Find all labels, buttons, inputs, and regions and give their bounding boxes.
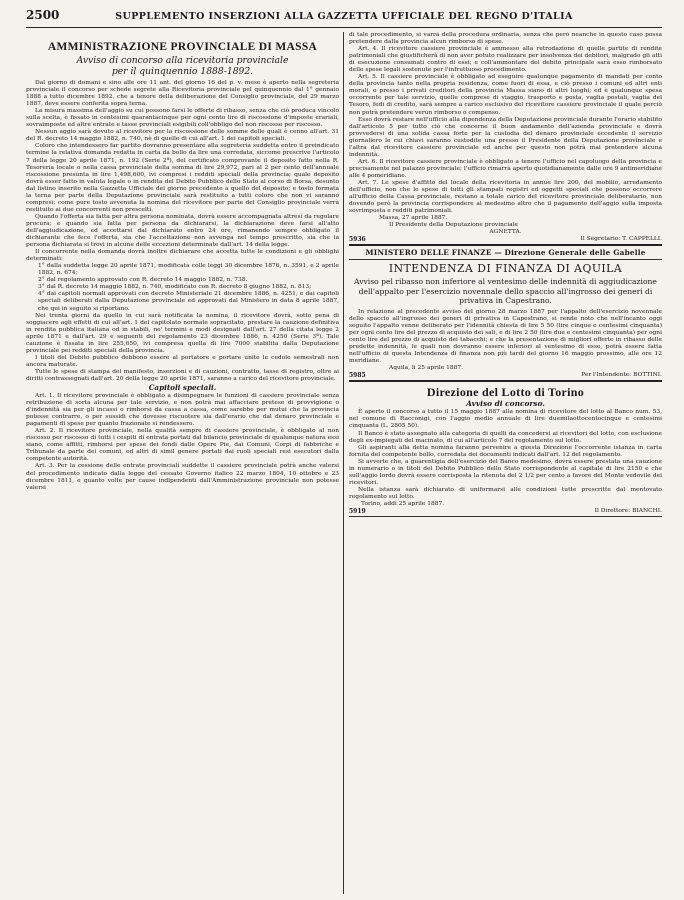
article: Art. 1. Il ricevitore provinciale è obbligato a disimpegnare le funzioni di cassiere provinciale senza retribuzione di sorta alcuna per tale servizio, e non potrà mai affacciare pretese di provvigione o d'indennità sia per gli incassi o rimborsi da cassa a cassa, come sarebbe per mutui che la provincia potesse contrarre, o per sussidi che dovesse riscuotere sia dall'erario che dal denaro provinciale e pagamenti di spese per quanto frazionate si rendessero. [26,393,339,428]
divider [349,244,662,246]
page-number: 2500 [26,8,60,22]
paragraph: Il concorrente nella domanda dovrà inoltre dichiarare che accetta tutte le condizioni e gli obblighi determinati: [26,249,339,263]
paragraph: Nessun aggio sarà dovuto al ricevitore per la riscossione delle somme delle quali è cenno all'art. 31 del R. decreto 14 maggio 1882, n. 740, nè di quelle di cui all'art. 1 dei capitoli speciali. [26,129,339,143]
article: Esso dovrà restare nell'ufficio alla dipendenza della Deputazione provinciale durante l'orario stabilito dall'articolo 5 per tutto ciò che concerne il buon andamento dell'azienda provinciale e dovrà provvedersi di una solida cassa forte per la custodia del denaro provinciale eccedente il servizio giornaliero le cui chiavi saranno custodite una presso il Presidente della Deputazione provinciale e l'altra dal ricevitore cassiere provinciale ed anche per questo non potrà mai pretendere alcuna indennità. [349,116,662,158]
condition-item: 1° dalla suddetta legge 20 aprile 1871, modificata colle leggi 30 dicembre 1876, n. 3591, e 2 aprile 1882, n. 674; [38,263,339,277]
paragraph: Il Banco è stato assegnato alla categoria di quelli da concedersi ai ricevitori del lotto, con esclusione degli ex-impiegati del macinato, di cui all'articolo 7 del regolamento sul lotto. [349,430,662,444]
article: Art. 2. Il ricevitore provinciale, nella qualità sempre di cassiere provinciale, è obbligato al non riscosso per riscosso di tutti i cespiti di entrata portati dal bilancio provinciale di qualunque natura essi siano, come affitti, rimborsi per spese dei fondi dalle Opere Pie, dai Comuni, Corpi di fabbriche e Tribunale da parte dei comuni, ed altri di simil genere portati dai ruoli speciali resi esecutori dalla competente autorità. [26,428,339,463]
paragraph: In relazione al precedente avviso del giorno 28 marzo 1887 per l'appalto dell'esercizio novennale dello spaccio all'ingrosso dei generi di privativa in Capestrano, si rende noto che nell'incanto oggi seguito l'appalto venne deliberato per l'idennità chiesta di lire 5 50 (lire cinque e centesimi cinquanta) per ogni cento lire del prezzo di acquisto dei sali, e di lire 2 50 (lire due e centesimi cinquanta) per ogni cento lire del prezzo di acquisto dei tabacchi; e che la presentazione di migliori offerte in ribasso delle predette indennità, le quali non dovranno essere inferiori al ventesimo di esse, potrà essere fatta nell'ufficio di questa Intendenza di finanza non più tardi del giorno 16 maggio prossimo, alle ore 12 meridiane. [349,308,662,365]
massa-presidente-name: AGNETTA. [489,229,522,236]
condition-item: 4° dai capitoli normali approvati con decreto Ministeriale 21 dicembre 1886, n. 4251, e dai capitoli speciali deliberati dalla Deputazione provinciale ed approvati dal Ministero in data 8 aprile 1887, che qui in seguito si riportano. [38,291,339,312]
continuation-text: di tale procedimento, si varrà della procedura ordinaria, senza che però neanche in questo caso possa pretendere dalla provincia alcun rimborso di spese. [349,32,662,46]
condition-item: 3° dal R. decreto 14 maggio 1882, n. 740, modificato con R. decreto 8 giugno 1882, n. 813; [38,284,312,291]
paragraph: Tutte le spese di stampa del manifesto, inserzioni e di cauzioni, contratto, tasse di registro, oltre ai diritti contrassegnati dall'art. 20 della legge 20 aprile 1871, saranno a carico del ricevitore provinciale. [26,368,339,382]
aquila-paragraphs [349,309,662,365]
ministero-header: MINISTERO DELLE FINANZE — Direzione Generale delle Gabelle [365,248,646,258]
lotto-signature-row [349,508,662,515]
left-articles [26,393,339,492]
divider [349,380,662,382]
paragraph: Coloro che intendessero far partito dovranno presentare alla segreteria suddetta entro il preindicato termine la relativa domanda redatta in carta da bollo da lire una corredata, siccome prescrive l'articolo 7 della legge 20 aprile 1871, n. 192 (Serie 2ª), del certificato comprovante il deposito fatto nella R. Tesoreria locale o nella cassa provinciale della somma di lire 29,972, pari al 2 per cento dell'annuale riscossione presunta in lire 1,498,600, ivi compresi i redditi speciali della provincia; quale deposito dovrà esser fatto in valuta legale o in rendita del Debito Pubblico dello Stato al corso di Borsa, desunto dal listino inserito nella Gazzetta Ufficiale del giorno precedente a quello del deposito; e tosto formata la terna per parte della Deputazione provinciale sarà restituito a tutti coloro che non vi saranno compresi; come pure tosto avvenuta la nomina del ricevitore per parte del Consiglio provinciale verrà restituito ai due concorrenti non prescelti. [26,143,339,213]
article: Art. 7. Le spese d'affitto del locale della ricevitoria in annue lire 200, del mobilio, arredamento dell'ufficio, non che le spese di tutti gli stampati registri ed oggetti speciali che possono occorrere all'ufficio della Cassa provinciale, restano a totale carico del ricevitore provinciale deliberatario, non dovendo però la provincia corrispondere al medesimo altro che il pagamento dell'aggio sulla imposta sovrimposta e redditi patrimoniali. [349,179,662,215]
massa-date: Massa, 27 aprile 1887. [379,215,448,222]
paragraph: Dal giorno di domani e sino alle ore 11 ant. del giorno 16 del p. v. mese è aperto nella segreteria provinciale il concorso per schede segrete alla Ricevitoria provinciale pel quinquennio dal 1° gennaio 1888 a tutto dicembre 1892, che a tenore della deliberazione del Consiglio provinciale, del 29 marzo 1887, deve essere conferita sopra terna. [26,80,339,108]
lotto-paragraphs [349,409,662,501]
paragraph: Nella istanza sarà dichiarato di uniformarsi alle condizioni tutte prescritte dal mentovato regolamento sul lotto. [349,486,662,500]
article: Art. 3. Per la cessione delle entrate provinciali suddette il cassiere provinciale potrà anche valersi del procedimento indicato dalla legge del cessato Governo italico 22 marzo 1804, 10 ottobre e 23 dicembre 1811, e quanto volte per cause indipendenti dall'Amministrazione provinciale non potesse valersi [26,463,339,491]
avviso-ribasso: Avviso pel ribasso non inferiore al ventesimo delle indennità di aggiudicazione dell'appalto per l'esercizio novennale dello spaccio all'ingrosso dei generi di privativa in Capestrano. [354,277,657,305]
right-articles [349,46,662,215]
paragraph: Quando l'offerta sia fatta per altra persona nominata, dovrà essere accompagnata altresì da regolare procura; e quando sia fatta per persona da dichiararsi, la dichiarazione deve farsi all'atto dell'aggiudicazione, ed accettarsi dal dichiarato entro 24 ore, rimanendo sempre obbligato il dichiarante che fece l'offerta, sia che l'accettazione non avvenga nel tempo prescritto, sia che la persona dichiarata si trovi in alcune delle eccezioni determinate dall'art. 14 della legge. [26,213,339,249]
lotto-avviso: Avviso di concorso. [466,399,545,409]
lotto-title: Direzione del Lotto di Torino [426,385,585,400]
massa-signature-row [349,236,662,243]
conditions-list [26,263,339,312]
aquila-signature-row [349,372,662,379]
lotto-date: Torino, addì 25 aprile 1887. [361,501,445,507]
left-column [26,32,344,894]
massa-subtitle-period: per il quinquennio 1888-1892. [111,65,254,77]
notice-number: 5985 [349,372,366,380]
notice-number: 5919 [349,508,366,516]
intendenza-title: INTENDENZA DI FINANZA DI AQUILA [388,262,623,276]
condition-item: 2° dal regolamento approvato con R. decreto 14 maggio 1882, n. 738. [38,277,248,284]
paragraph: Nei trenta giorni da quello in cui sarà notificata la nomina, il ricevitore dovrà, sotto pena di soggiacere agli effetti di cui all'art. 1 del capitolato normale sopracitato, prestare la cauzione definitiva in rendita pubblica italiana od in stabili, ne' termini e modi designati dall'art. 27 della citata legge 2 aprile 1871 e dall'art. 29 e seguenti del regolamento 23 dicembre 1886, n. 4250 (Serie 3ª). Tale cauzione è fissata in lire 255,650, ivi compresa quella di lire 7000 stabilita dalla Deputazione provinciale pei redditi speciali della provincia. [26,312,339,354]
lotto-signature: Il Direttore: BIANCHI. [594,508,662,515]
article: Art. 6. Il ricevitore cassiere provinciale è obbligato a tenere l'ufficio nel capoluogo della provincia e precisamente nel palazzo provinciale; l'ufficio rimarrà aperto quotidianamente dalle ore 9 antimeridiane alle 4 pomeridiane. [349,158,662,179]
gazette-title: SUPPLEMENTO INSERZIONI ALLA GAZZETTA UFFICIALE DEL REGNO D'ITALIA [115,11,573,22]
right-column [344,32,662,894]
paragraph: I titoli del Debito pubblico debbono essere al portatore e portare unite le cedole semestrali non ancora maturate. [26,354,339,368]
page-header [26,8,662,28]
massa-title: AMMINISTRAZIONE PROVINCIALE DI MASSA [47,41,318,53]
article: Art. 4. Il ricevitore cassiere provinciale è ammesso alla retrodazione di quelle partite di rendite patrimoniali che giustificherà di non aver potuto realizzare per insolvenza dei debitori, malgrado gli atti di esecuzione consumati contro di essi; e coll'ammontare del debito principale sarà esso rimborsato delle spese legali sostenute per l'infruttuoso procedimento. [349,46,662,74]
massa-subtitle: Avviso di concorso alla ricevitoria provinciale [76,55,289,66]
article: Art. 5. Il cassiere provinciale è obbligato ad eseguire qualunque pagamento di mandati per conto della provincia tanto nella propria residenza, come fuori di essa, e ciò presso i comuni ed altri enti morali, o presso i privati creditori della provincia Massa siano di altri luoghi; ed è qualunque spesa occorrente per tale servizio, quelle comprese di viaggio, trasporto e posta, vaglia postali, vaglia del Tesoro, fedi di credito, sarà sempre a carico esclusivo del ricevitore cassiere provinciale il quale perciò non potrà pretendere verun rimborso o compenso. [349,74,662,116]
capitoli-speciali-heading: Capitoli speciali. [148,383,217,393]
massa-segretario: Il Segretario: T. CAPPELLI. [580,236,662,243]
notice-number: 5936 [349,236,366,244]
paragraph: Gli aspiranti alla detta nomina faranno pervenire a questa Direzione l'occorrente istanza in carta fornita del competente bollo, corredata dei documenti indicati dall'art. 12 del regolamento. [349,444,662,458]
post-paragraphs [26,313,339,383]
paragraph: Si avverte che, a guarentigia dell'esercizio del Banco medesimo, dovrà essere prestata una cauzione in numerario o in titoli del Debito Pubblico dello Stato corrispondente al capitale di lire 2150 e che sull'aggio lordo dovrà essere corrisposta la ritenuta del 2 1/2 per cento a favore del Monte vedovile dei ricevitori. [349,458,662,486]
columns [26,32,662,894]
aquila-signature: Per l'Intendente: BOTTINI. [581,372,662,379]
massa-presidente: Il Presidente della Deputazione provinciale [389,222,518,229]
paragraph: La misura massima dell'aggio su cui possono farsi le offerte di ribasso, senza che ciò produca vincolo sulla scelta, è fissato in centesimi quarantacinque per ogni cento lire di riscossione d'imposte erariali, sovraimposte ed altre entrate e tasse provinciali esigibili coll'obbligo del non riscosso per riscosso. [26,108,339,129]
intro-paragraphs [26,80,339,263]
divider [349,516,662,517]
divider [349,259,662,260]
paragraph: È aperto il concorso a tutto il 15 maggio 1887 alla nomina di ricevitore del lotto al Banco num. 53, nel comune di Racconigi, con l'aggio medio annuale di lire duemilaottocentocinque e centesimi cinquanta (L. 2805 50). [349,409,662,430]
aquila-date: Aquila, li 25 aprile 1887. [389,365,463,372]
